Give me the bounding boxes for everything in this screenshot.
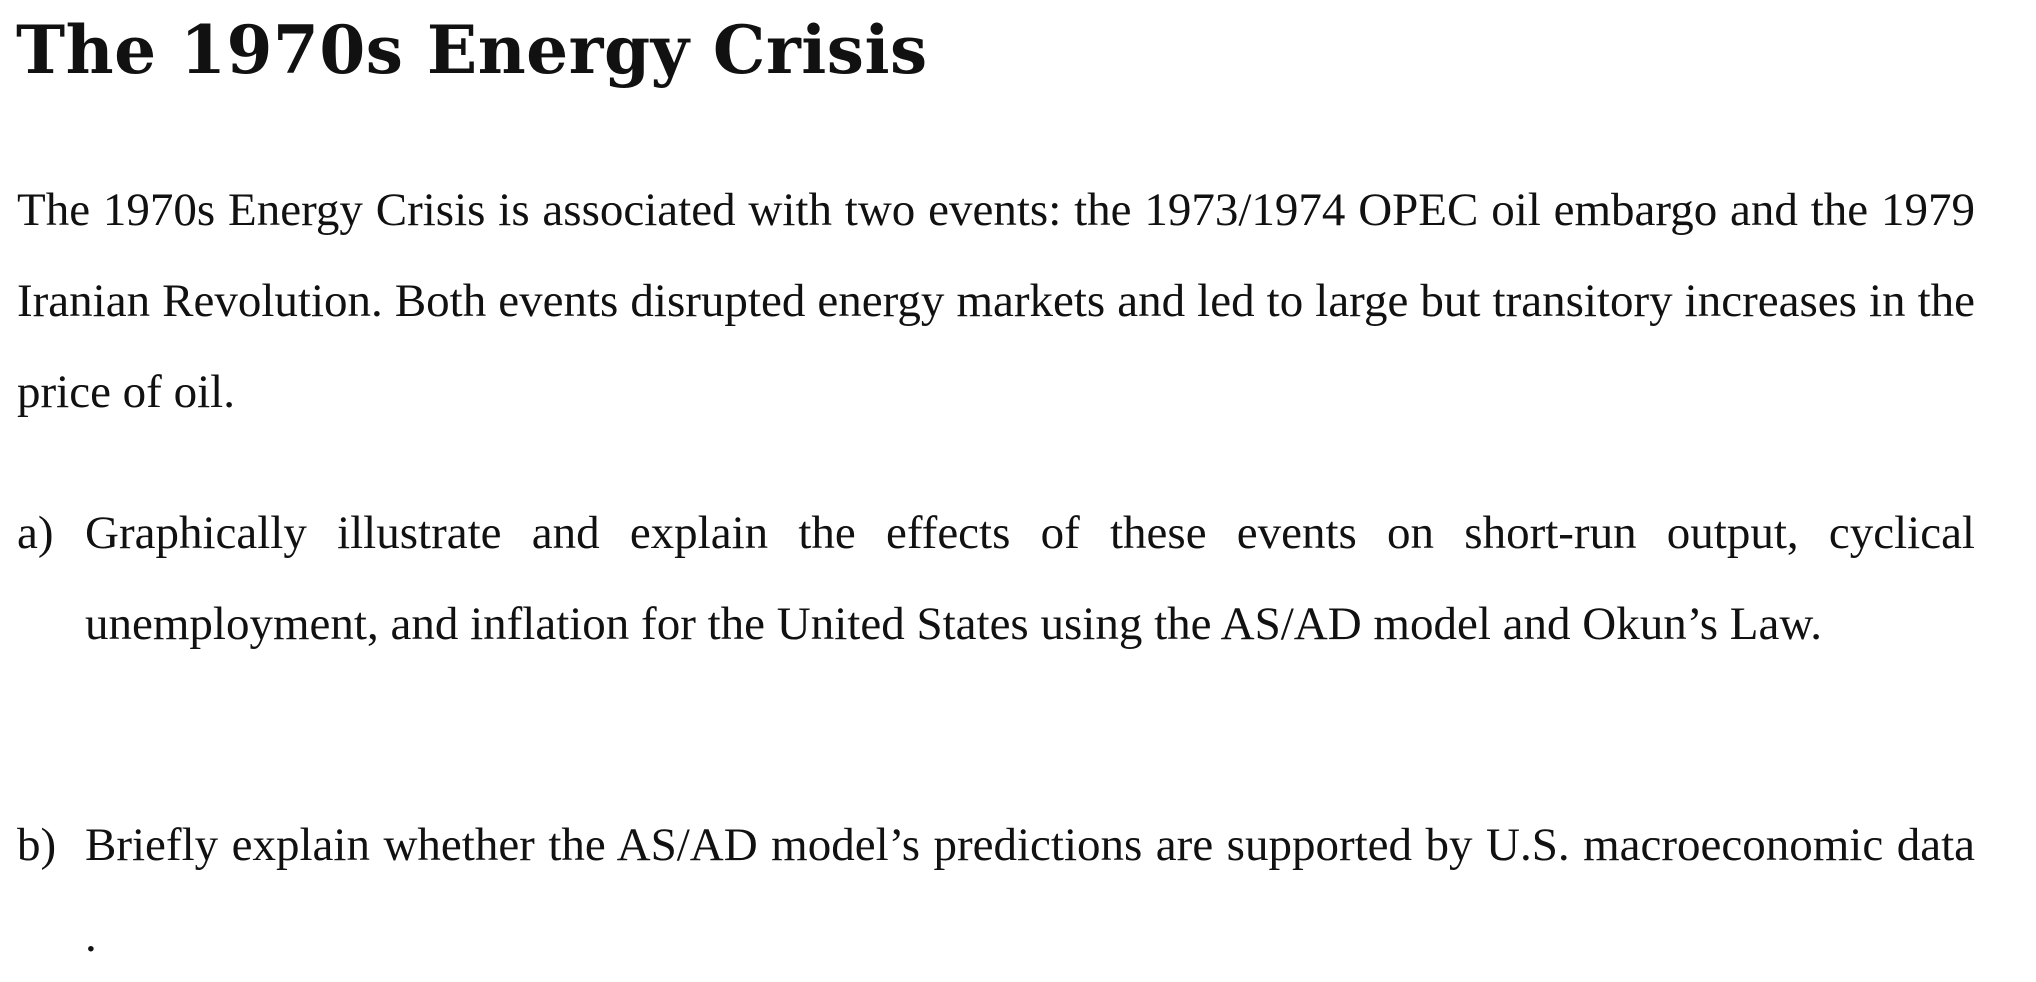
question-text-a: Graphically illustrate and explain the effects of these events on short-run output, cyclical unemployment, and inflation for the United States using the AS/AD model and Okun’s Law. [85,507,1975,650]
question-marker-a: a) [17,507,54,559]
question-text-b: Briefly explain whether the AS/AD model’s predictions are supported by U.S. macroeconomic data . [85,819,1975,962]
question-marker-b: b) [17,819,57,871]
intro-paragraph: The 1970s Energy Crisis is associated with two events: the 1973/1974 OPEC oil embargo and the 1979 Iranian Revolution. Both events disrupted energy markets and led to large but transitory increases in the price of oil. [17,184,1975,418]
document-title: The 1970s Energy Crisis [16,11,928,89]
